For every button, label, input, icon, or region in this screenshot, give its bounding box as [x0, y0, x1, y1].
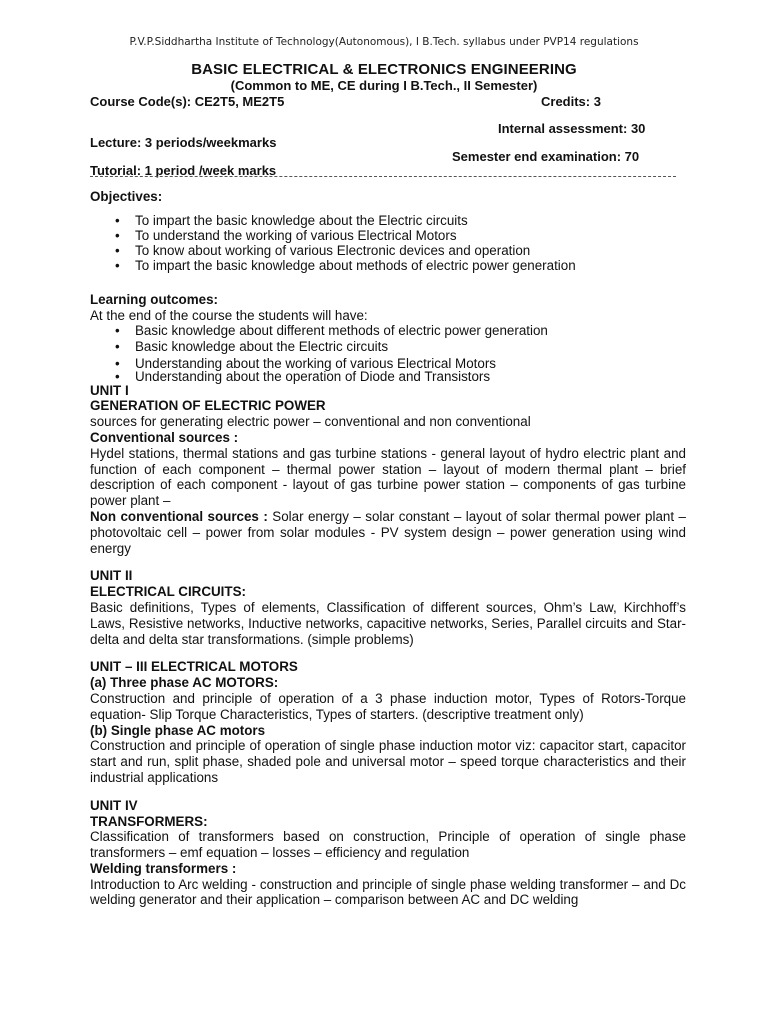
dashed-divider — [90, 176, 676, 177]
objectives-list — [90, 213, 686, 273]
course-title: BASIC ELECTRICAL & ELECTRONICS ENGINEERING — [191, 61, 577, 78]
outcomes-list — [90, 323, 686, 384]
list-item: • Understanding about the operation of Diode and Transistors — [90, 369, 686, 385]
conventional-text: Hydel stations, thermal stations and gas turbine stations - general layout of hydro electric plant and function of each component – thermal power station – layout of modern thermal plant – brief description of each component - layout of gas turbine power station – components of gas turbine power plant – — [90, 445, 686, 509]
unit3-heading: UNIT – III ELECTRICAL MOTORS — [90, 659, 298, 675]
unit1-label: UNIT I — [90, 382, 129, 398]
unit4-text: Classification of transformers based on construction, Principle of operation of single phase transformers – emf equation – losses – efficiency and regulation — [90, 829, 686, 861]
nonconventional-text: Solar energy – solar constant – layout of solar thermal power plant – photovoltaic cell – power from solar modules - PV system design – power generation using wind energy — [90, 508, 686, 556]
outcomes-intro: At the end of the course the students will have: — [90, 307, 368, 323]
unit1-intro: sources for generating electric power – conventional and non conventional — [90, 414, 531, 430]
unit2-text: Basic definitions, Types of elements, Classification of different sources, Ohm’s Law, Kirchhoff’s Laws, Resistive networks, Inductive networks, capacitive networks, Series, Parallel circuits and Star-delta and delta star transformations. (simple problems) — [90, 599, 686, 647]
unit1-heading: GENERATION OF ELECTRIC POWER — [90, 398, 326, 414]
unit2-label: UNIT II — [90, 568, 133, 584]
welding-heading: Welding transformers : — [90, 860, 237, 876]
course-subtitle: (Common to ME, CE during I B.Tech., II Semester) — [230, 78, 538, 93]
outcomes-heading: Learning outcomes: — [90, 291, 218, 307]
welding-text: Introduction to Arc welding - construction and principle of single phase welding transformer – and Dc welding generator and their application – comparison between AC and DC welding — [90, 876, 686, 908]
list-item: • Basic knowledge about the Electric circuits — [90, 339, 686, 355]
list-item: • To impart the basic knowledge about methods of electric power generation — [90, 258, 686, 273]
course-code: Course Code(s): CE2T5, ME2T5 — [90, 94, 285, 109]
unit4-heading: TRANSFORMERS: — [90, 813, 208, 829]
page-header: P.V.P.Siddhartha Institute of Technology(Autonomous), I B.Tech. syllabus under PVP14 regulations — [129, 36, 639, 48]
credits: Credits: 3 — [541, 94, 601, 109]
semester-end-exam: Semester end examination: 70 — [452, 149, 640, 164]
unit3a-heading: (a) Three phase AC MOTORS: — [90, 675, 279, 691]
list-item: • To understand the working of various Electrical Motors — [90, 228, 686, 243]
conventional-heading: Conventional sources : — [90, 429, 239, 445]
internal-assessment: Internal assessment: 30 — [498, 121, 646, 136]
syllabus-body — [90, 189, 686, 908]
unit3b-heading: (b) Single phase AC motors — [90, 722, 266, 738]
unit3b-text: Construction and principle of operation of single phase induction motor viz: capacitor start, capacitor start and run, split phase, shaded pole and universal motor – speed torque characteristics and their industrial applications — [90, 738, 686, 785]
tutorial-periods: Tutorial: 1 period /week marks — [90, 163, 277, 178]
objectives-heading: Objectives: — [90, 189, 163, 204]
list-item: • To impart the basic knowledge about the Electric circuits — [90, 213, 686, 228]
list-item: • To know about working of various Electronic devices and operation — [90, 243, 686, 258]
list-item: • Basic knowledge about different methods of electric power generation — [90, 323, 686, 339]
list-item: • Understanding about the working of various Electrical Motors — [90, 356, 686, 372]
nonconventional-heading: Non conventional sources : — [90, 508, 268, 524]
unit3a-text: Construction and principle of operation of a 3 phase induction motor, Types of Rotors-Torque equation- Slip Torque Characteristics, Types of starters. (descriptive treatment only) — [90, 690, 686, 722]
unit2-heading: ELECTRICAL CIRCUITS: — [90, 584, 246, 600]
nonconventional-paragraph — [90, 509, 686, 556]
lecture-periods: Lecture: 3 periods/weekmarks — [90, 135, 277, 150]
unit4-label: UNIT IV — [90, 797, 138, 813]
